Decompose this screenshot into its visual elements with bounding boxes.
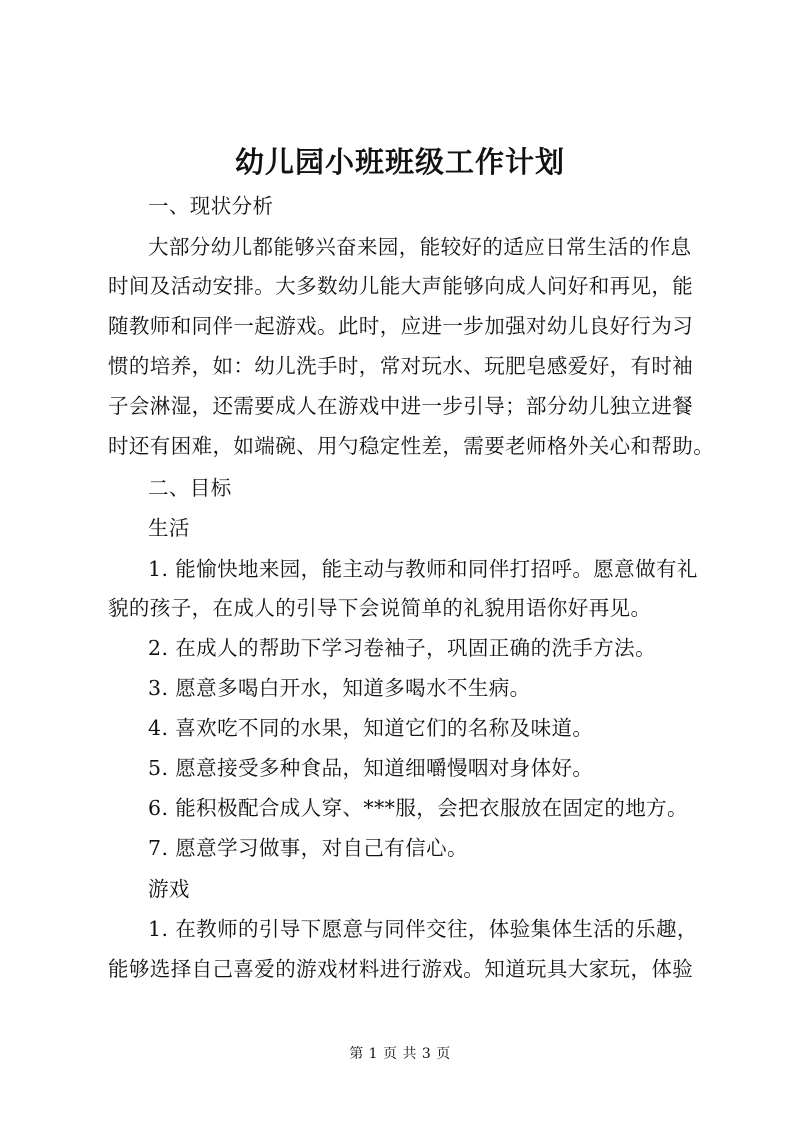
list-item-continuation: 貌的孩子，在成人的引导下会说简单的礼貌用语你好再见。 bbox=[108, 596, 652, 620]
paragraph-line: 大部分幼儿都能够兴奋来园，能较好的适应日常生活的作息 bbox=[148, 235, 692, 259]
paragraph-line: 时间及活动安排。大多数幼儿能大声能够向成人问好和再见，能 bbox=[108, 274, 694, 298]
paragraph-line: 时还有困难，如端碗、用勺稳定性差，需要老师格外关心和帮助。 bbox=[108, 434, 715, 458]
document-title: 幼儿园小班班级工作计划 bbox=[234, 145, 565, 179]
list-item: 2. 在成人的帮助下学习卷袖子，巩固正确的洗手方法。 bbox=[148, 636, 656, 660]
list-item: 5. 愿意接受多种食品，知道细嚼慢咽对身体好。 bbox=[148, 756, 594, 780]
list-item: 6. 能积极配合成人穿、***服，会把衣服放在固定的地方。 bbox=[148, 796, 688, 820]
section-heading-status: 一、现状分析 bbox=[148, 194, 274, 218]
paragraph-line: 惯的培养，如：幼儿洗手时，常对玩水、玩肥皂感爱好，有时袖 bbox=[108, 354, 694, 378]
paragraph-line: 子会淋湿，还需要成人在游戏中进一步引导；部分幼儿独立进餐 bbox=[108, 394, 694, 418]
paragraph-line: 随教师和同伴一起游戏。此时，应进一步加强对幼儿良好行为习 bbox=[108, 314, 694, 338]
list-item-continuation: 能够选择自己喜爱的游戏材料进行游戏。知道玩具大家玩，体验 bbox=[108, 957, 694, 981]
list-item: 3. 愿意多喝白开水，知道多喝水不生病。 bbox=[148, 676, 531, 700]
section-heading-goals: 二、目标 bbox=[148, 476, 232, 500]
list-item: 1. 在教师的引导下愿意与同伴交往，体验集体生活的乐趣， bbox=[148, 917, 698, 941]
list-item: 1. 能愉快地来园，能主动与教师和同伴打招呼。愿意做有礼 bbox=[148, 557, 698, 581]
subheading-life: 生活 bbox=[148, 516, 190, 540]
list-item: 4. 喜欢吃不同的水果，知道它们的名称及味道。 bbox=[148, 716, 594, 740]
subheading-games: 游戏 bbox=[148, 877, 190, 901]
page-number-footer: 第 1 页 共 3 页 bbox=[349, 1046, 451, 1062]
list-item: 7. 愿意学习做事，对自己有信心。 bbox=[148, 836, 468, 860]
